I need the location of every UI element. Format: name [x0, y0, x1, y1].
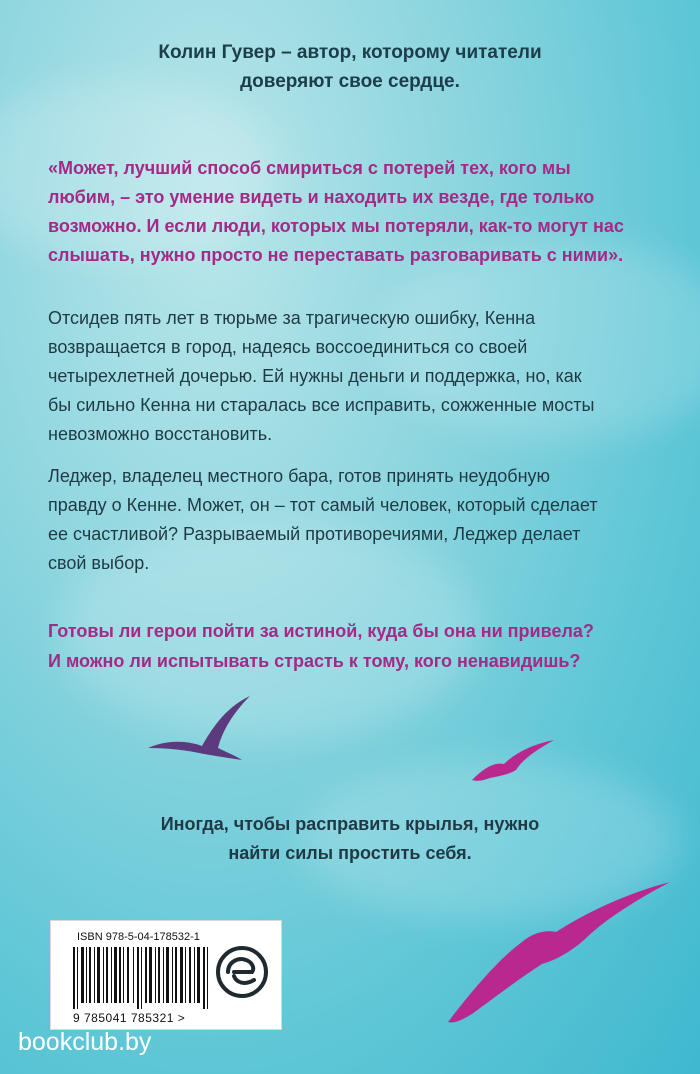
synopsis-paragraph-2	[48, 462, 658, 578]
isbn-label: ISBN 978-5-04-178532-1	[77, 931, 200, 943]
bird-icon	[146, 692, 256, 762]
barcode-number: 9 785041 785321 >	[73, 1011, 186, 1025]
question-line: Готовы ли герои пойти за истиной, куда бы она ни привела?	[48, 621, 594, 641]
synopsis-paragraph-1	[48, 304, 658, 449]
closing-line: найти силы простить себя.	[228, 843, 472, 863]
paragraph-line: Леджер, владелец местного бара, готов принять неудобную	[48, 466, 551, 486]
question-line: И можно ли испытывать страсть к тому, кого ненавидишь?	[48, 651, 581, 671]
paragraph-line: Отсидев пять лет в тюрьме за трагическую ошибку, Кенна	[48, 308, 536, 328]
tagline	[0, 38, 700, 96]
tagline-line: доверяют свое сердце.	[240, 71, 460, 92]
quote-line: возможно. И если люди, которых мы потеряли, как-то могут нас	[48, 216, 624, 236]
quote-line: любим, – это умение видеть и находить их везде, где только	[48, 187, 595, 207]
site-watermark: bookclub.by	[18, 1028, 152, 1056]
closing-line: Иногда, чтобы расправить крылья, нужно	[160, 814, 540, 834]
publisher-logo-icon	[216, 946, 268, 998]
paragraph-line: свой выбор.	[48, 553, 150, 573]
paragraph-line: возвращается в город, надеясь воссоединиться со своей	[48, 337, 528, 357]
quote-line: слышать, нужно просто не переставать разговаривать с ними».	[48, 245, 624, 265]
paragraph-line: четырехлетней дочерью. Ей нужны деньги и поддержка, но, как	[48, 366, 582, 386]
bird-icon	[470, 738, 556, 786]
tagline-line: Колин Гувер – автор, которому читатели	[158, 42, 542, 63]
bird-icon	[444, 878, 674, 1028]
questions	[48, 616, 658, 676]
paragraph-line: невозможно восстановить.	[48, 424, 273, 444]
paragraph-line: бы сильно Кенна ни старалась все исправить, сожженные мосты	[48, 395, 595, 415]
quote	[48, 154, 658, 270]
closing-tagline	[0, 810, 700, 868]
quote-line: «Может, лучший способ смириться с потерей тех, кого мы	[48, 158, 571, 178]
barcode-bars	[73, 947, 213, 1009]
paragraph-line: ее счастливой? Разрываемый противоречиями, Леджер делает	[48, 524, 581, 544]
paragraph-line: правду о Кенне. Может, он – тот самый человек, который сделает	[48, 495, 598, 515]
